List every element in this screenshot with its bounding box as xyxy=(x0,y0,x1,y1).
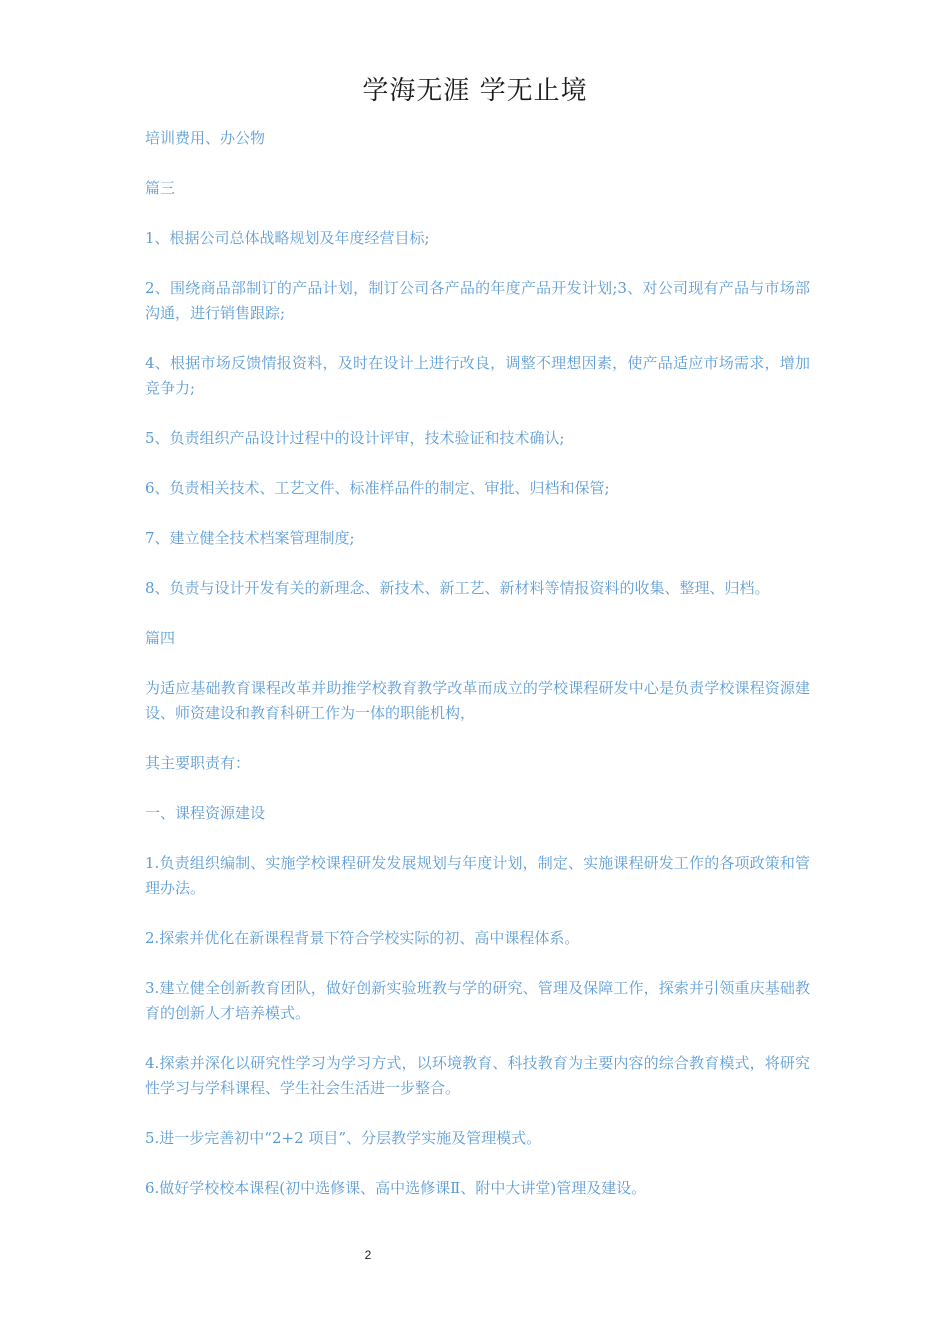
list-item: 1.负责组织编制、实施学校课程研发发展规划与年度计划，制定、实施课程研发工作的各项政策和管理办法。 xyxy=(145,854,810,897)
page-title: 学海无涯 学无止境 xyxy=(362,76,588,106)
paragraph-training-costs: 培训费用、办公物 xyxy=(145,129,266,147)
section-heading-part-three: 篇三 xyxy=(145,179,176,197)
list-item: 2、围绕商品部制订的产品计划，制订公司各产品的年度产品开发计划;3、对公司现有产品与市场部沟通，进行销售跟踪; xyxy=(145,279,810,322)
list-item: 6、负责相关技术、工艺文件、标准样品件的制定、审批、归档和保管; xyxy=(145,479,610,497)
list-item: 5、负责组织产品设计过程中的设计评审，技术验证和技术确认; xyxy=(145,429,565,447)
list-item: 5.进一步完善初中“2+2 项目”、分层教学实施及管理模式。 xyxy=(145,1129,542,1147)
list-item: 2.探索并优化在新课程背景下符合学校实际的初、高中课程体系。 xyxy=(145,929,580,947)
section-heading-part-four: 篇四 xyxy=(145,629,176,647)
list-item: 4.探索并深化以研究性学习为学习方式，以环境教育、科技教育为主要内容的综合教育模式，将研究性学习与学科课程、学生社会生活进一步整合。 xyxy=(145,1054,810,1097)
intro-paragraph: 为适应基础教育课程改革并助推学校教育教学改革而成立的学校课程研发中心是负责学校课程资源建设、师资建设和教育科研工作为一体的职能机构， xyxy=(145,679,810,722)
list-item: 4、根据市场反馈情报资料，及时在设计上进行改良，调整不理想因素，使产品适应市场需求，增加竞争力; xyxy=(145,354,810,397)
page-number: 2 xyxy=(364,1248,372,1262)
duties-heading: 其主要职责有： xyxy=(145,754,251,772)
list-item: 1、根据公司总体战略规划及年度经营目标; xyxy=(145,229,430,247)
list-item: 7、建立健全技术档案管理制度; xyxy=(145,529,355,547)
subsection-heading: 一、课程资源建设 xyxy=(145,804,266,822)
document-body xyxy=(145,126,810,1226)
list-item: 3.建立健全创新教育团队，做好创新实验班教与学的研究、管理及保障工作，探索并引领重庆基础教育的创新人才培养模式。 xyxy=(145,979,810,1022)
list-item: 8、负责与设计开发有关的新理念、新技术、新工艺、新材料等情报资料的收集、整理、归档。 xyxy=(145,579,770,597)
list-item: 6.做好学校校本课程(初中选修课、高中选修课Ⅱ、附中大讲堂)管理及建设。 xyxy=(145,1179,647,1197)
